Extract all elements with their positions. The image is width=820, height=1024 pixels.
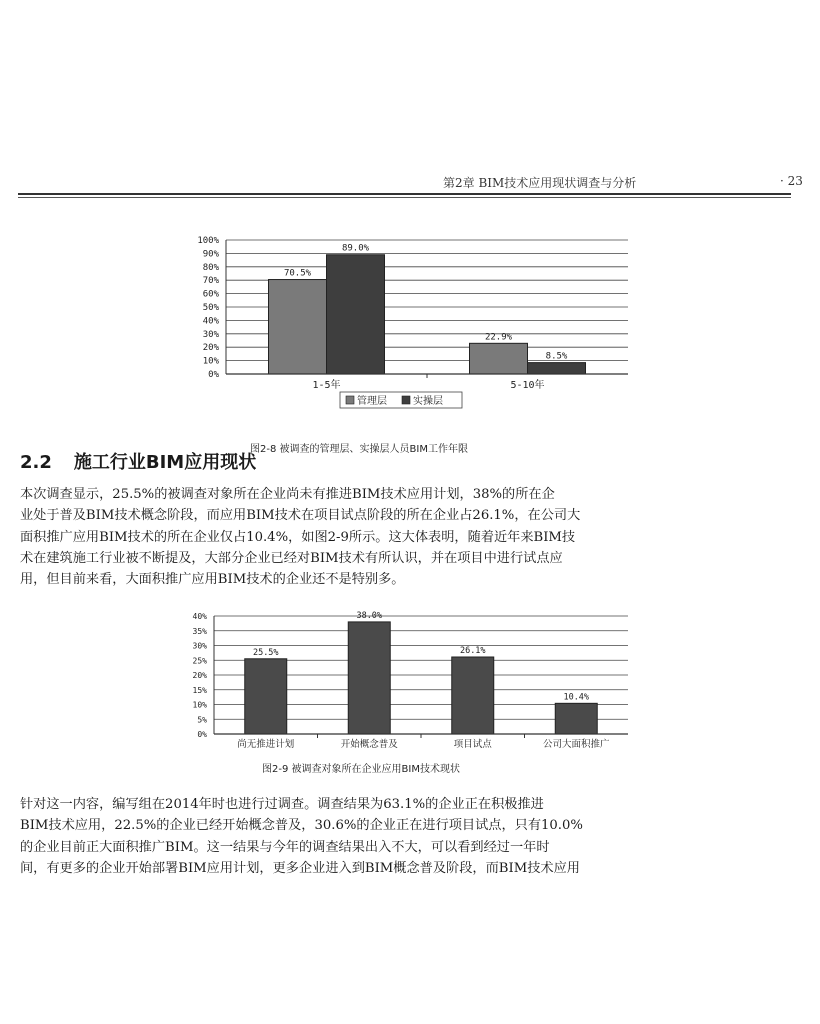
bar [348, 622, 390, 734]
legend-label: 实操层 [413, 396, 443, 407]
y-tick-label: 70% [202, 276, 219, 287]
data-label: 70.5% [283, 268, 312, 279]
paragraph-line: 业处于普及BIM技术概念阶段，而应用BIM技术在项目试点阶段的所在企业占26.1%，在公司大 [20, 508, 581, 524]
paragraph-line: 用，但目前来看，大面积推广应用BIM技术的企业还不是特别多。 [20, 572, 405, 588]
header-rule-thin [18, 197, 791, 198]
y-tick-label: 40% [192, 612, 207, 621]
x-tick-label: 5-10年 [510, 380, 545, 391]
section-number: 2.2 [20, 452, 52, 473]
figure-2-8-bar-chart [180, 232, 640, 432]
section-title-text: 施工行业BIM应用现状 [73, 452, 257, 473]
y-tick-label: 10% [192, 700, 207, 710]
figure-2-9-caption: 图2-9 被调查对象所在企业应用BIM技术现状 [262, 764, 460, 775]
figure-2-9-bar-chart [180, 604, 640, 754]
x-tick-label: 尚无推进计划 [237, 739, 295, 750]
running-header [18, 172, 803, 192]
paragraph-line: 本次调查显示，25.5%的被调查对象所在企业尚未有推进BIM技术应用计划，38%的所在企 [20, 487, 555, 502]
y-tick-label: 40% [202, 316, 219, 327]
paragraph-line: 面积推广应用BIM技术的所在企业仅占10.4%，如图2-9所示。这大体表明，随着近年来BIM技 [20, 529, 576, 545]
paragraph-line: 针对这一内容，编写组在2014年时也进行过调查。调查结果为63.1%的企业正在积极推进 [20, 797, 544, 812]
header-rule-thick [18, 193, 791, 195]
data-label: 22.9% [484, 332, 513, 343]
legend-swatch [402, 396, 410, 404]
y-tick-label: 20% [202, 343, 219, 354]
paragraph-line: 术在建筑施工行业被不断提及，大部分企业已经对BIM技术有所认识，并在项目中进行试点应 [20, 550, 563, 566]
y-tick-label: 80% [202, 262, 219, 273]
bar-实操层 [528, 363, 586, 374]
y-tick-label: 90% [202, 249, 219, 260]
bar-管理层 [269, 280, 327, 374]
legend-swatch [346, 396, 354, 404]
y-tick-label: 60% [202, 289, 219, 300]
section-heading [20, 448, 256, 474]
y-tick-label: 100% [197, 236, 219, 246]
y-tick-label: 50% [202, 303, 219, 313]
y-tick-label: 25% [192, 656, 207, 666]
legend-label: 管理层 [357, 396, 387, 407]
paragraph-1 [20, 484, 820, 590]
y-tick-label: 5% [197, 715, 207, 725]
data-label: 38.0% [356, 610, 383, 621]
y-tick-label: 30% [202, 329, 219, 340]
bar [555, 703, 597, 734]
bar [245, 659, 287, 734]
paragraph-line: 间，有更多的企业开始部署BIM应用计划，更多企业进入到BIM概念普及阶段，而BIM技术应用 [20, 860, 580, 876]
data-label: 26.1% [459, 646, 486, 657]
paragraph-line: 的企业目前正大面积推广BIM。这一结果与今年的调查结果出入不大，可以看到经过一年时 [20, 839, 550, 855]
chapter-title: 第2章 BIM技术应用现状调查与分析 [443, 176, 637, 190]
y-tick-label: 0% [197, 730, 207, 739]
y-tick-label: 15% [192, 685, 207, 695]
y-tick-label: 30% [192, 641, 207, 651]
bar-实操层 [327, 255, 385, 374]
y-tick-label: 10% [202, 356, 219, 367]
bar-管理层 [470, 343, 528, 374]
x-tick-label: 1-5年 [312, 380, 341, 391]
x-tick-label: 项目试点 [453, 739, 492, 750]
x-tick-label: 公司大面积推广 [542, 739, 610, 750]
figure-2-8-caption: 图2-8 被调查的管理层、实操层人员BIM工作年限 [250, 444, 468, 455]
x-tick-label: 开始概念普及 [340, 739, 398, 750]
y-tick-label: 20% [192, 671, 207, 680]
data-label: 8.5% [545, 351, 568, 362]
paragraph-line: BIM技术应用，22.5%的企业已经开始概念普及，30.6%的企业正在进行项目试点，只有10.0% [20, 818, 583, 834]
bar [452, 657, 494, 734]
paragraph-2 [20, 794, 820, 879]
y-tick-label: 35% [192, 626, 207, 636]
data-label: 25.5% [252, 647, 279, 658]
legend [340, 392, 462, 408]
data-label: 10.4% [563, 692, 590, 703]
page-number: · 23 [780, 174, 803, 188]
y-tick-label: 0% [208, 370, 219, 380]
data-label: 89.0% [341, 243, 370, 254]
